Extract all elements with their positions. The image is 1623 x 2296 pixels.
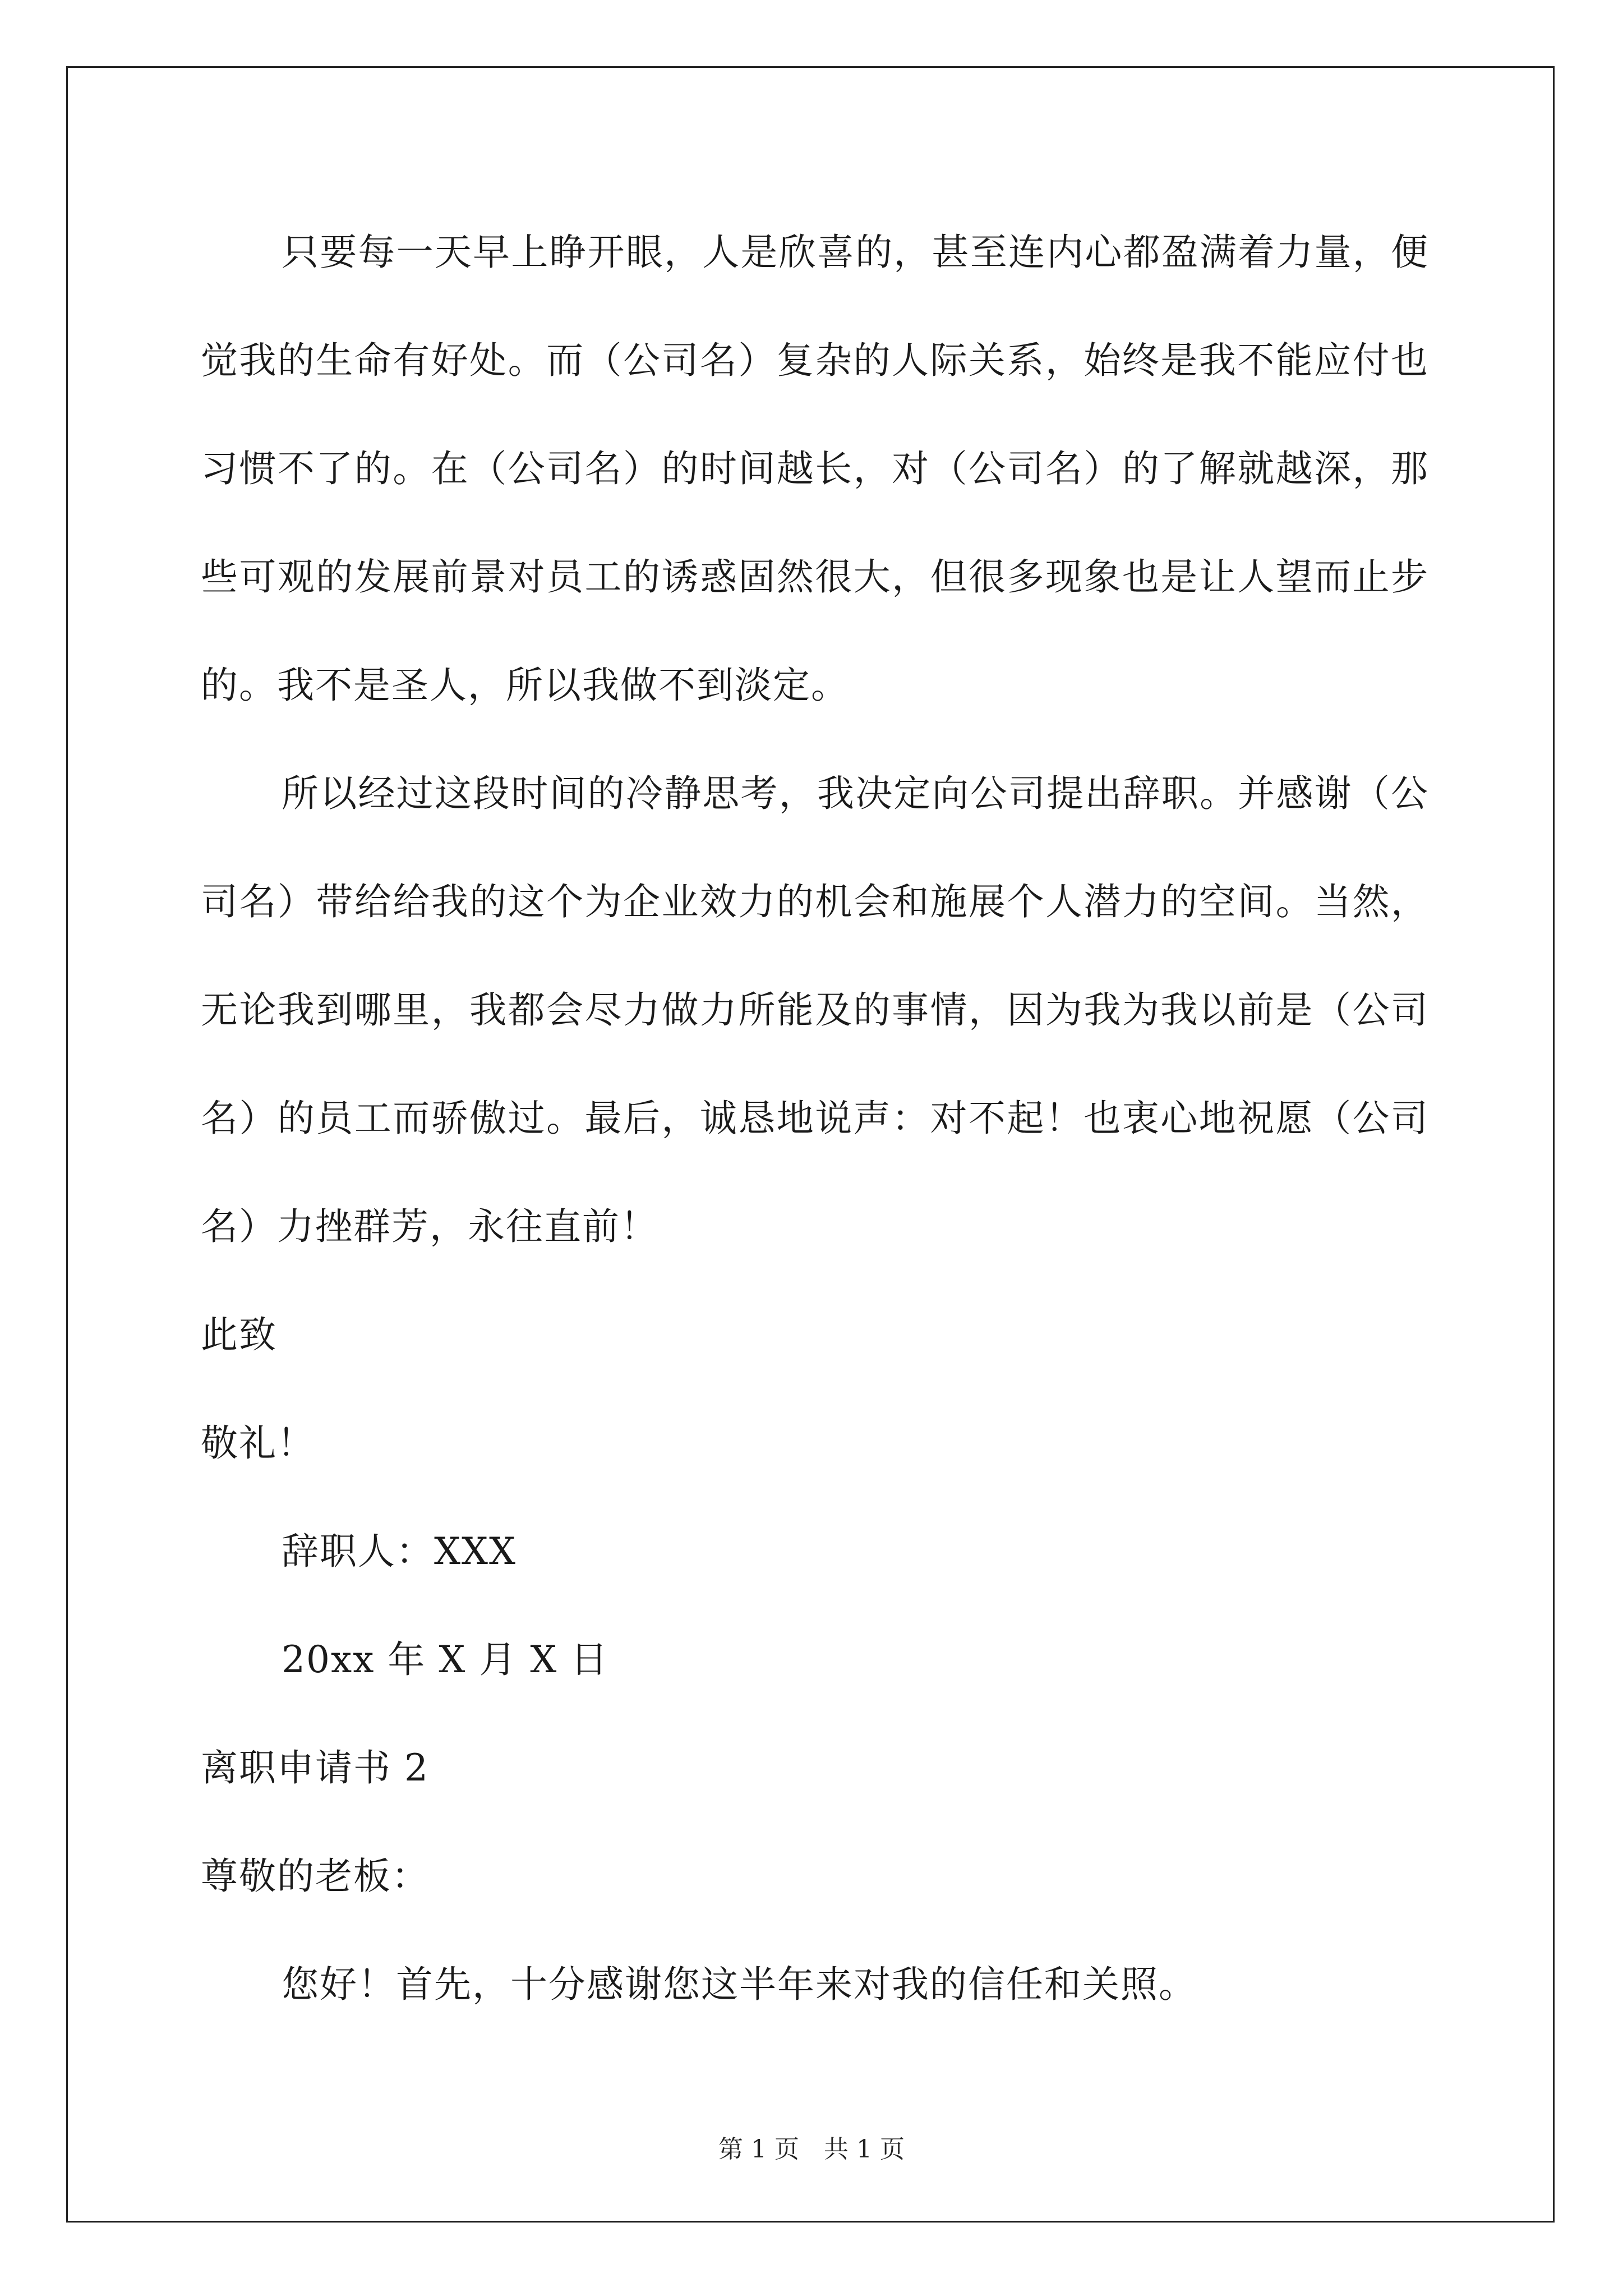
- salutation: 尊敬的老板：: [201, 1855, 430, 1898]
- date-line: 20xx 年 X 月 X 日: [282, 1638, 609, 1681]
- page-footer: 第 1 页 共 1 页: [718, 2135, 905, 2164]
- body-paragraph-2: 所以经过这段时间的冷静思考，我决定向公司提出辞职。并感谢（公司名）带给给我的这个为企业效力的机会和施展个人潜力的空间。当然，无论我到哪里，我都会尽力做力所能及的事情，因为我为我以前是（公司名）的员工而骄傲过。最后，诚恳地说声：对不起！也衷心地祝愿（公司名）力挫群芳，永往直前！: [201, 772, 1429, 1248]
- document-body: [201, 198, 1429, 2039]
- body-paragraph-1: 只要每一天早上睁开眼，人是欣喜的，甚至连内心都盈满着力量，便觉我的生命有好处。而（公司名）复杂的人际关系，始终是我不能应付也习惯不了的。在（公司名）的时间越长，对（公司名）的了解就越深，那些可观的发展前景对员工的诱惑固然很大，但很多现象也是让人望而止步的。我不是圣人，所以我做不到淡定。: [201, 231, 1429, 707]
- opening-paragraph: 您好！首先，十分感谢您这半年来对我的信任和关照。: [282, 1963, 1197, 2006]
- signer-line: 辞职人：XXX: [282, 1530, 517, 1573]
- closing-line-2: 敬礼！: [201, 1421, 315, 1465]
- second-letter-title: 离职申请书 2: [201, 1746, 429, 1789]
- closing-line-1: 此致: [201, 1313, 277, 1356]
